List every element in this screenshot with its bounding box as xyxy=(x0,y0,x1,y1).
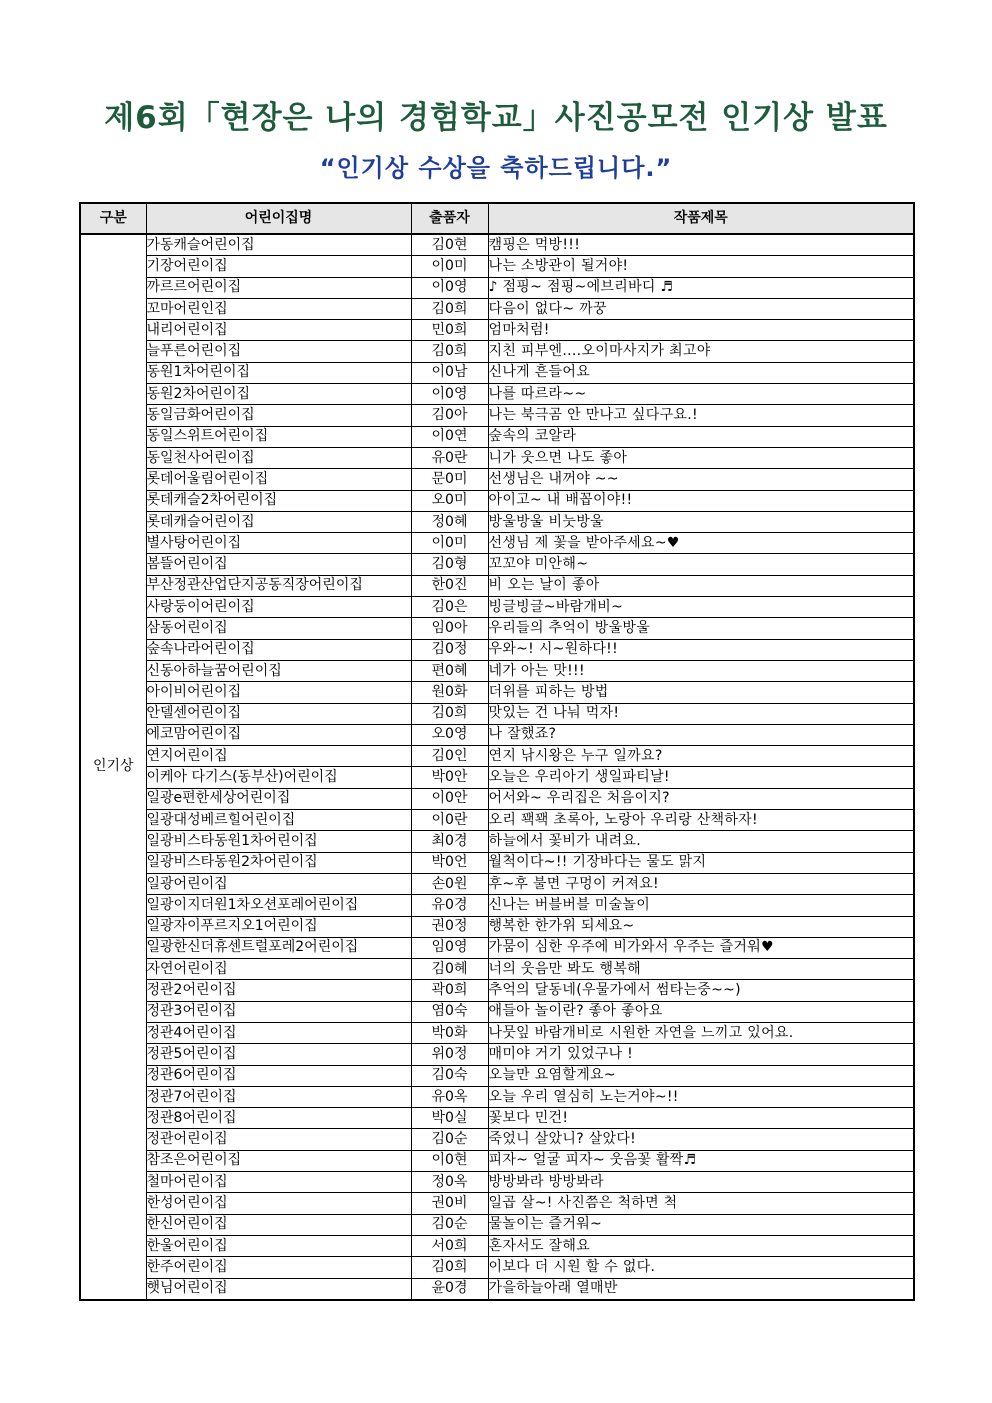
table-row xyxy=(80,937,914,958)
table-row xyxy=(80,1129,914,1150)
work-title-cell: 피자~ 얼굴 피자~ 웃음꽃 활짝♬ xyxy=(488,1150,914,1171)
kindergarten-cell: 부산정관산업단지공동직장어린이집 xyxy=(146,575,411,596)
kindergarten-cell: 한성어린이집 xyxy=(146,1193,411,1214)
work-title-cell: 더위를 피하는 방법 xyxy=(488,682,914,703)
author-cell: 김0숙 xyxy=(411,1065,488,1086)
table-row xyxy=(80,831,914,852)
work-title-cell: 엄마처럼! xyxy=(488,320,914,341)
work-title-cell: 나는 북극곰 안 만나고 싶다구요.! xyxy=(488,405,914,426)
table-row xyxy=(80,788,914,809)
kindergarten-cell: 일광한신더휴센트럴포레2어린이집 xyxy=(146,937,411,958)
author-cell: 이0미 xyxy=(411,533,488,554)
author-cell: 정0혜 xyxy=(411,511,488,532)
author-cell: 문0미 xyxy=(411,469,488,490)
table-row xyxy=(80,1001,914,1022)
work-title-cell: 매미야 거기 있었구나 ! xyxy=(488,1044,914,1065)
author-cell: 김0희 xyxy=(411,341,488,362)
author-cell: 위0정 xyxy=(411,1044,488,1065)
author-cell: 이0남 xyxy=(411,362,488,383)
table-row xyxy=(80,511,914,532)
work-title-cell: 일곱 살~! 사진쯤은 척하면 척 xyxy=(488,1193,914,1214)
table-row xyxy=(80,597,914,618)
author-cell: 김0희 xyxy=(411,298,488,319)
author-cell: 이0연 xyxy=(411,426,488,447)
work-title-cell: 애들아 놀이란? 좋아 좋아요 xyxy=(488,1001,914,1022)
kindergarten-cell: 동원2차어린이집 xyxy=(146,384,411,405)
author-cell: 이0란 xyxy=(411,810,488,831)
author-cell: 임0영 xyxy=(411,937,488,958)
author-cell: 권0비 xyxy=(411,1193,488,1214)
kindergarten-cell: 동일천사어린이집 xyxy=(146,447,411,468)
kindergarten-cell: 일광대성베르힐어린이집 xyxy=(146,810,411,831)
author-cell: 이0현 xyxy=(411,1150,488,1171)
work-title-cell: 빙글빙글~바람개비~ xyxy=(488,597,914,618)
kindergarten-cell: 까르르어린이집 xyxy=(146,277,411,298)
header-author: 출품자 xyxy=(411,203,488,234)
author-cell: 김0희 xyxy=(411,1257,488,1278)
kindergarten-cell: 봄뜰어린이집 xyxy=(146,554,411,575)
kindergarten-cell: 햇님어린이집 xyxy=(146,1278,411,1300)
work-title-cell: 선생님은 내꺼야 ~~ xyxy=(488,469,914,490)
author-cell: 유0란 xyxy=(411,447,488,468)
page-title: 제6회「현장은 나의 경험학교」사진공모전 인기상 발표 xyxy=(104,100,888,136)
author-cell: 한0진 xyxy=(411,575,488,596)
work-title-cell: 이보다 더 시원 할 수 없다. xyxy=(488,1257,914,1278)
author-cell: 김0희 xyxy=(411,703,488,724)
kindergarten-cell: 정관3어린이집 xyxy=(146,1001,411,1022)
table-row xyxy=(80,916,914,937)
table-row xyxy=(80,1193,914,1214)
table-body xyxy=(80,234,914,1300)
kindergarten-cell: 자연어린이집 xyxy=(146,959,411,980)
kindergarten-cell: 한주어린이집 xyxy=(146,1257,411,1278)
kindergarten-cell: 정관어린이집 xyxy=(146,1129,411,1150)
awards-table xyxy=(79,202,915,1301)
kindergarten-cell: 에코맘어린이집 xyxy=(146,724,411,745)
table-row xyxy=(80,298,914,319)
work-title-cell: 너의 웃음만 봐도 행복해 xyxy=(488,959,914,980)
work-title-cell: 행복한 한가위 되세요~ xyxy=(488,916,914,937)
work-title-cell: 다음이 없다~ 까꿍 xyxy=(488,298,914,319)
author-cell: 임0아 xyxy=(411,618,488,639)
table-row xyxy=(80,1065,914,1086)
kindergarten-cell: 기장어린이집 xyxy=(146,256,411,277)
page-subtitle: “인기상 수상을 축하드립니다.” xyxy=(319,154,673,182)
work-title-cell: 나를 따르라~~ xyxy=(488,384,914,405)
work-title-cell: 꼬꼬야 미안해~ xyxy=(488,554,914,575)
kindergarten-cell: 정관5어린이집 xyxy=(146,1044,411,1065)
work-title-cell: 가을하늘아래 열매반 xyxy=(488,1278,914,1300)
table-row xyxy=(80,447,914,468)
work-title-cell: 오늘만 요염할게요~ xyxy=(488,1065,914,1086)
table-row xyxy=(80,1150,914,1171)
table-row xyxy=(80,873,914,894)
author-cell: 오0미 xyxy=(411,490,488,511)
work-title-cell: 오늘은 우리아기 생일파티날! xyxy=(488,767,914,788)
work-title-cell: 신나는 버블버블 미술놀이 xyxy=(488,895,914,916)
table-row xyxy=(80,767,914,788)
kindergarten-cell: 한울어린이집 xyxy=(146,1235,411,1256)
kindergarten-cell: 롯데캐슬어린이집 xyxy=(146,511,411,532)
work-title-cell: 오리 꽥꽥 초록아, 노랑아 우리랑 산책하자! xyxy=(488,810,914,831)
author-cell: 김0순 xyxy=(411,1214,488,1235)
kindergarten-cell: 정관6어린이집 xyxy=(146,1065,411,1086)
author-cell: 김0형 xyxy=(411,554,488,575)
table-row xyxy=(80,724,914,745)
work-title-cell: 지친 피부엔....오이마사지가 최고야 xyxy=(488,341,914,362)
work-title-cell: ♪ 점핑~ 점핑~에브리바디 ♬ xyxy=(488,277,914,298)
work-title-cell: 신나게 흔들어요 xyxy=(488,362,914,383)
kindergarten-cell: 연지어린이집 xyxy=(146,746,411,767)
table-row xyxy=(80,575,914,596)
author-cell: 민0희 xyxy=(411,320,488,341)
work-title-cell: 우와~! 시~원하다!! xyxy=(488,639,914,660)
work-title-cell: 캠핑은 먹방!!! xyxy=(488,234,914,256)
author-cell: 곽0희 xyxy=(411,980,488,1001)
author-cell: 김0아 xyxy=(411,405,488,426)
kindergarten-cell: 정관2어린이집 xyxy=(146,980,411,1001)
work-title-cell: 물놀이는 즐거워~ xyxy=(488,1214,914,1235)
work-title-cell: 죽었니 살았니? 살았다! xyxy=(488,1129,914,1150)
kindergarten-cell: 사랑둥이어린이집 xyxy=(146,597,411,618)
kindergarten-cell: 정관4어린이집 xyxy=(146,1022,411,1043)
kindergarten-cell: 정관8어린이집 xyxy=(146,1108,411,1129)
kindergarten-cell: 일광e편한세상어린이집 xyxy=(146,788,411,809)
work-title-cell: 후~후 불면 구멍이 커져요! xyxy=(488,873,914,894)
work-title-cell: 혼자서도 잘해요 xyxy=(488,1235,914,1256)
work-title-cell: 월척이다~!! 기장바다는 물도 맑지 xyxy=(488,852,914,873)
table-row xyxy=(80,959,914,980)
author-cell: 김0정 xyxy=(411,639,488,660)
table-row xyxy=(80,256,914,277)
kindergarten-cell: 동원1차어린이집 xyxy=(146,362,411,383)
table-row xyxy=(80,1278,914,1300)
work-title-cell: 맛있는 건 나눠 먹자! xyxy=(488,703,914,724)
table-row xyxy=(80,1086,914,1107)
category-cell: 인기상 xyxy=(80,234,146,1300)
author-cell: 박0안 xyxy=(411,767,488,788)
work-title-cell: 방울방울 비눗방울 xyxy=(488,511,914,532)
author-cell: 서0희 xyxy=(411,1235,488,1256)
table-row xyxy=(80,277,914,298)
kindergarten-cell: 참조은어린이집 xyxy=(146,1150,411,1171)
kindergarten-cell: 일광자이푸르지오1어린이집 xyxy=(146,916,411,937)
kindergarten-cell: 삼동어린이집 xyxy=(146,618,411,639)
work-title-cell: 가뭄이 심한 우주에 비가와서 우주는 즐거워♥ xyxy=(488,937,914,958)
table-row xyxy=(80,384,914,405)
author-cell: 윤0경 xyxy=(411,1278,488,1300)
kindergarten-cell: 숲속나라어린이집 xyxy=(146,639,411,660)
author-cell: 정0옥 xyxy=(411,1172,488,1193)
work-title-cell: 꽃보다 민건! xyxy=(488,1108,914,1129)
table-row xyxy=(80,1257,914,1278)
table-row xyxy=(80,980,914,1001)
author-cell: 박0화 xyxy=(411,1022,488,1043)
work-title-cell: 나는 소방관이 될거야! xyxy=(488,256,914,277)
kindergarten-cell: 동일스위트어린이집 xyxy=(146,426,411,447)
header-work-title: 작품제목 xyxy=(488,203,914,234)
kindergarten-cell: 일광어린이집 xyxy=(146,873,411,894)
header-kindergarten: 어린이집명 xyxy=(146,203,411,234)
table-row xyxy=(80,426,914,447)
table-row xyxy=(80,341,914,362)
kindergarten-cell: 아이비어린이집 xyxy=(146,682,411,703)
kindergarten-cell: 안델센어린이집 xyxy=(146,703,411,724)
work-title-cell: 방방봐라 방방봐라 xyxy=(488,1172,914,1193)
table-row xyxy=(80,469,914,490)
table-row xyxy=(80,660,914,681)
kindergarten-cell: 꼬마어린인집 xyxy=(146,298,411,319)
table-row xyxy=(80,852,914,873)
kindergarten-cell: 롯데어울림어린이집 xyxy=(146,469,411,490)
work-title-cell: 추억의 달동네(우물가에서 썸타는중~~) xyxy=(488,980,914,1001)
work-title-cell: 네가 아는 맛!!! xyxy=(488,660,914,681)
kindergarten-cell: 일광이지더원1차오션포레어린이집 xyxy=(146,895,411,916)
kindergarten-cell: 신동아하늘꿈어린이집 xyxy=(146,660,411,681)
table-row xyxy=(80,554,914,575)
work-title-cell: 숲속의 코알라 xyxy=(488,426,914,447)
author-cell: 원0화 xyxy=(411,682,488,703)
table-row xyxy=(80,1022,914,1043)
work-title-cell: 니가 웃으면 나도 좋아 xyxy=(488,447,914,468)
kindergarten-cell: 한신어린이집 xyxy=(146,1214,411,1235)
author-cell: 김0인 xyxy=(411,746,488,767)
author-cell: 편0혜 xyxy=(411,660,488,681)
author-cell: 김0은 xyxy=(411,597,488,618)
table-row xyxy=(80,1214,914,1235)
author-cell: 유0옥 xyxy=(411,1086,488,1107)
table-row xyxy=(80,895,914,916)
table-row xyxy=(80,1044,914,1065)
kindergarten-cell: 동일금화어린이집 xyxy=(146,405,411,426)
kindergarten-cell: 철마어린이집 xyxy=(146,1172,411,1193)
author-cell: 김0혜 xyxy=(411,959,488,980)
kindergarten-cell: 내리어린이집 xyxy=(146,320,411,341)
work-title-cell: 하늘에서 꽃비가 내려요. xyxy=(488,831,914,852)
work-title-cell: 우리들의 추억이 방울방울 xyxy=(488,618,914,639)
table-row xyxy=(80,405,914,426)
table-row xyxy=(80,746,914,767)
table-row xyxy=(80,362,914,383)
author-cell: 염0숙 xyxy=(411,1001,488,1022)
author-cell: 유0경 xyxy=(411,895,488,916)
table-row xyxy=(80,533,914,554)
table-row xyxy=(80,320,914,341)
author-cell: 손0원 xyxy=(411,873,488,894)
author-cell: 오0영 xyxy=(411,724,488,745)
kindergarten-cell: 별사탕어린이집 xyxy=(146,533,411,554)
author-cell: 김0순 xyxy=(411,1129,488,1150)
author-cell: 이0미 xyxy=(411,256,488,277)
work-title-cell: 선생님 제 꽃을 받아주세요~♥ xyxy=(488,533,914,554)
kindergarten-cell: 가동캐슬어린이집 xyxy=(146,234,411,256)
table-row xyxy=(80,1172,914,1193)
table-row xyxy=(80,1235,914,1256)
work-title-cell: 연지 낚시왕은 누구 일까요? xyxy=(488,746,914,767)
author-cell: 최0경 xyxy=(411,831,488,852)
work-title-cell: 오늘 우리 열심히 노는거야~!! xyxy=(488,1086,914,1107)
work-title-cell: 아이고~ 내 배꼽이야!! xyxy=(488,490,914,511)
table-row xyxy=(80,639,914,660)
author-cell: 박0실 xyxy=(411,1108,488,1129)
table-row xyxy=(80,234,914,256)
table-row xyxy=(80,703,914,724)
kindergarten-cell: 일광비스타동원2차어린이집 xyxy=(146,852,411,873)
work-title-cell: 비 오는 날이 좋아 xyxy=(488,575,914,596)
table-row xyxy=(80,810,914,831)
kindergarten-cell: 이케아 다기스(동부산)어린이집 xyxy=(146,767,411,788)
author-cell: 이0안 xyxy=(411,788,488,809)
work-title-cell: 나 잘했죠? xyxy=(488,724,914,745)
author-cell: 김0현 xyxy=(411,234,488,256)
table-row xyxy=(80,1108,914,1129)
table-header-row xyxy=(80,203,914,234)
work-title-cell: 나뭇잎 바람개비로 시원한 자연을 느끼고 있어요. xyxy=(488,1022,914,1043)
kindergarten-cell: 늘푸른어린이집 xyxy=(146,341,411,362)
kindergarten-cell: 롯데캐슬2차어린이집 xyxy=(146,490,411,511)
table-row xyxy=(80,682,914,703)
header-category: 구분 xyxy=(80,203,146,234)
kindergarten-cell: 일광비스타동원1차어린이집 xyxy=(146,831,411,852)
work-title-cell: 어서와~ 우리집은 처음이지? xyxy=(488,788,914,809)
author-cell: 권0정 xyxy=(411,916,488,937)
author-cell: 이0영 xyxy=(411,384,488,405)
kindergarten-cell: 정관7어린이집 xyxy=(146,1086,411,1107)
table-row xyxy=(80,618,914,639)
author-cell: 이0영 xyxy=(411,277,488,298)
table-row xyxy=(80,490,914,511)
author-cell: 박0언 xyxy=(411,852,488,873)
